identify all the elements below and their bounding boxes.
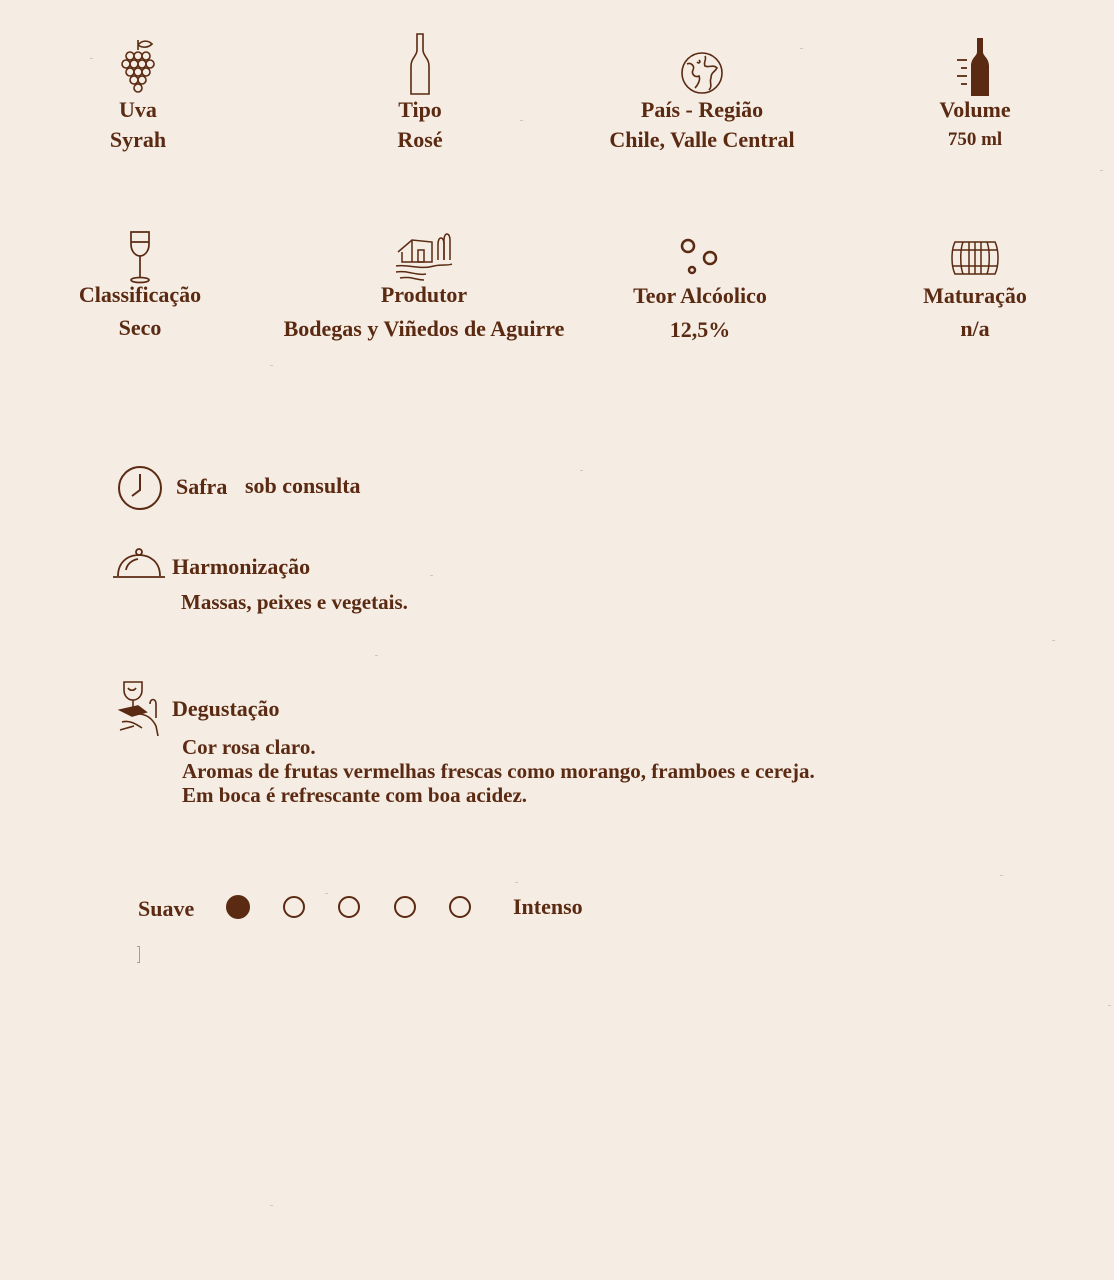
spec-teor-alcoolico <box>620 228 780 358</box>
grapes-icon <box>118 36 158 100</box>
spec-label: Teor Alcóolico <box>633 283 767 308</box>
degustacao-line: Em boca é refrescante com boa acidez. <box>182 783 528 807</box>
intensity-dot <box>283 896 305 918</box>
bottle-icon <box>408 32 432 98</box>
spec-maturacao <box>895 228 1055 358</box>
spec-label: Maturação <box>923 283 1027 308</box>
spec-volume <box>895 30 1055 160</box>
spec-value: Seco <box>118 315 162 340</box>
intensity-dot <box>226 895 250 919</box>
clock-icon <box>116 464 164 512</box>
intensity-dot <box>338 896 360 918</box>
spec-value: 12,5% <box>669 317 731 342</box>
harmonizacao-label: Harmonização <box>172 554 311 579</box>
spec-value: Rosé <box>397 127 443 152</box>
spec-value: Chile, Valle Central <box>609 127 795 152</box>
bubbles-icon <box>680 236 720 280</box>
spec-label: Volume <box>939 97 1011 122</box>
intensity-max-label: Intenso <box>513 894 583 919</box>
spec-label: Uva <box>119 97 157 122</box>
barrel-icon <box>949 238 1001 278</box>
spec-value: Syrah <box>109 127 167 152</box>
intensity-dot <box>394 896 416 918</box>
degustacao-notes <box>182 735 815 807</box>
spec-value: n/a <box>960 316 990 341</box>
spec-tipo <box>340 30 500 160</box>
safra-label: Safra <box>176 474 228 499</box>
spec-classificacao <box>60 228 220 358</box>
degustacao-line: Aromas de frutas vermelhas frescas como morango, framboes e cereja. <box>182 759 815 783</box>
spec-uva <box>58 30 218 160</box>
spec-label: Produtor <box>380 282 468 307</box>
winery-icon <box>394 230 454 282</box>
sommelier-icon <box>116 678 164 740</box>
wine-glass-icon <box>127 230 153 284</box>
spec-value: 750 ml <box>947 129 1003 150</box>
cloche-icon <box>112 546 166 582</box>
degustacao-line: Cor rosa claro. <box>182 735 316 759</box>
bottle-volume-icon <box>955 36 995 98</box>
spec-value: Bodegas y Viñedos de Aguirre <box>283 316 565 341</box>
spec-label: País - Região <box>640 97 764 122</box>
globe-icon <box>679 50 725 96</box>
spec-label: Tipo <box>398 97 442 122</box>
harmonizacao-text: Massas, peixes e vegetais. <box>181 590 408 614</box>
text-cursor <box>137 946 140 963</box>
intensity-min-label: Suave <box>138 896 195 921</box>
intensity-dot <box>449 896 471 918</box>
spec-pais-regiao <box>582 30 822 160</box>
safra-value: sob consulta <box>245 473 361 498</box>
spec-label: Classificação <box>78 282 202 307</box>
spec-produtor <box>270 228 578 358</box>
degustacao-label: Degustação <box>172 696 280 721</box>
